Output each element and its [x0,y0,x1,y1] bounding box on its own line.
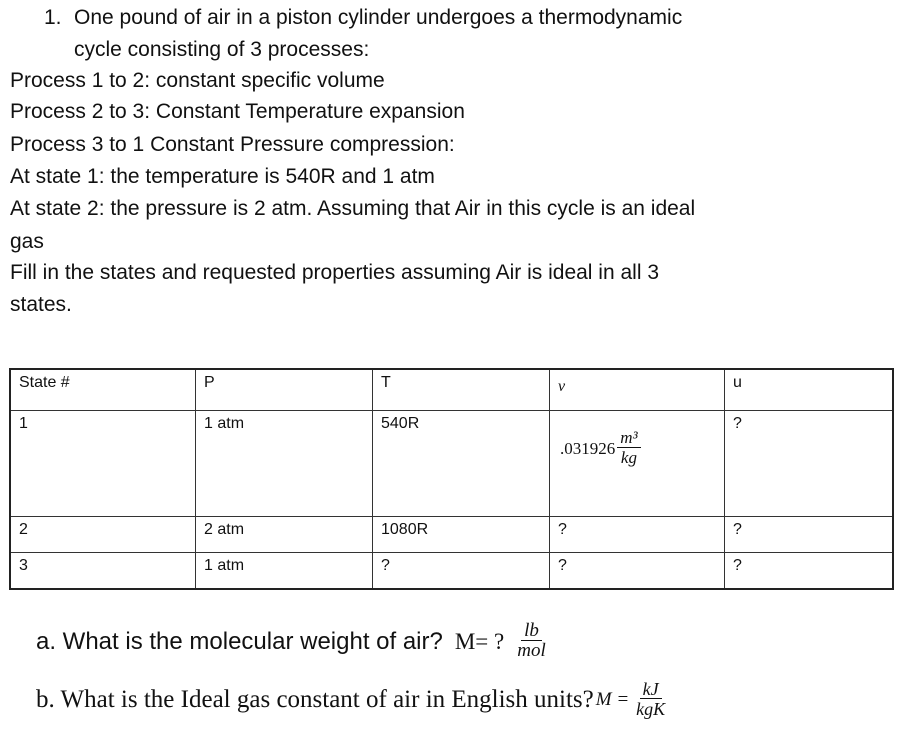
row1-v-unit-num: m³ [617,429,640,448]
header-v: v [550,369,725,411]
process-1-2: Process 1 to 2: constant specific volume [10,69,385,92]
header-state: State # [10,369,196,411]
row3-u: ? [725,553,894,590]
row1-v [550,411,725,517]
row2-u: ? [725,517,894,553]
problem-intro-line2: cycle consisting of 3 processes: [74,38,370,61]
row1-state: 1 [10,411,196,517]
row2-t: 1080R [373,517,550,553]
state1-info: At state 1: the temperature is 540R and 1 atm [10,165,435,188]
question-a-unit-den: mol [517,640,546,661]
row3-v: ? [550,553,725,590]
question-a-unit [514,622,549,661]
table-row [10,553,893,590]
row1-v-value: .031926 [560,438,616,458]
row3-t: ? [373,553,550,590]
row2-p: 2 atm [196,517,373,553]
question-b-unit-den: kgK [636,699,666,719]
question-b-equation: M = [595,688,630,710]
row3-p: 1 atm [196,553,373,590]
process-3-1: Process 3 to 1 Constant Pressure compression: [10,133,455,156]
row1-u: ? [725,411,894,517]
row1-v-unit [617,429,640,468]
row1-t: 540R [373,411,550,517]
table-row [10,411,893,517]
row1-p: 1 atm [196,411,373,517]
question-a [36,622,549,661]
problem-number: 1. [44,6,62,29]
row2-v: ? [550,517,725,553]
row2-state: 2 [10,517,196,553]
question-b-text: b. What is the Ideal gas constant of air in English units? [36,685,594,713]
process-2-3: Process 2 to 3: Constant Temperature expansion [10,100,465,123]
question-a-equation: M= ? [454,628,505,654]
table-header-row [10,369,893,411]
row1-v-unit-den: kg [620,448,637,467]
row3-state: 3 [10,553,196,590]
problem-intro-line1: One pound of air in a piston cylinder undergoes a thermodynamic [74,6,683,29]
state2-info: At state 2: the pressure is 2 atm. Assuming that Air in this cycle is an ideal [10,197,696,220]
question-b-unit [633,680,668,719]
question-b-unit-num: kJ [640,680,662,699]
question-a-unit-num: lb [521,622,542,641]
fill-instructions-line2: states. [10,293,72,316]
state2-info-cont: gas [10,230,44,253]
header-p: P [196,369,373,411]
table-row [10,517,893,553]
fill-instructions-line1: Fill in the states and requested properties assuming Air is ideal in all 3 [10,261,660,284]
question-b [36,680,668,719]
header-u: u [725,369,894,411]
properties-table [9,368,894,590]
header-t: T [373,369,550,411]
question-a-text: a. What is the molecular weight of air? [36,627,443,655]
